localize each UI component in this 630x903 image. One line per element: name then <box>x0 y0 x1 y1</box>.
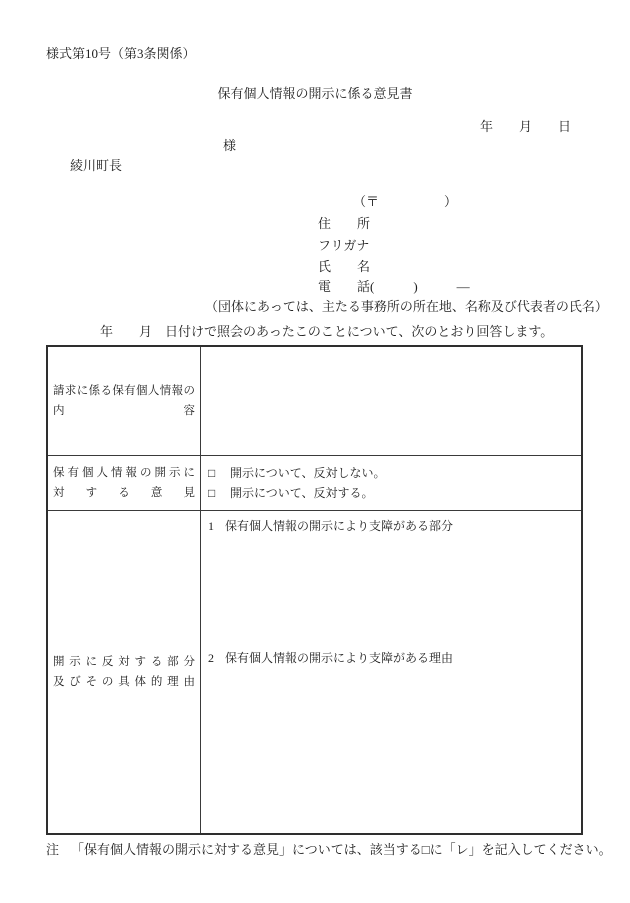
addressee-line <box>57 136 237 216</box>
row-label-line: 及びその具体的理由 <box>53 676 195 688</box>
row-label-objection-reason <box>48 511 201 833</box>
opinion-options-cell <box>201 456 581 510</box>
phone-label: 電 話( ) ― <box>318 279 470 294</box>
row-label-requested-info <box>48 347 201 455</box>
table-row-opinion <box>48 456 581 511</box>
row-label-opinion <box>48 456 201 510</box>
name-label: 氏 名 <box>318 259 371 274</box>
item-number: 2 <box>208 651 214 665</box>
footnote-text: 「保有個人情報の開示に対する意見」については、該当する□に「レ」を記入してください。 <box>71 842 612 857</box>
objection-reason-cell <box>201 511 581 833</box>
item-number: 1 <box>208 519 214 533</box>
row-label-line: 開示に反対する部分 <box>53 656 195 668</box>
item-text: 保有個人情報の開示により支障がある部分 <box>225 519 454 533</box>
row-label-line: 請求に係る保有個人情報の <box>53 385 195 397</box>
objection-item-reason <box>208 648 453 668</box>
requested-info-content-cell <box>201 347 581 455</box>
table-row-objection-reason <box>48 511 581 833</box>
footnote <box>46 840 612 860</box>
furigana-label: フリガナ <box>318 238 370 253</box>
option-label: 開示について、反対する。 <box>230 486 374 500</box>
addressee-name: 綾川町長 <box>70 158 123 173</box>
document-title: 保有個人情報の開示に係る意見書 <box>217 86 413 101</box>
table-row-requested-info <box>48 347 581 456</box>
row-label-line: 内容 <box>53 405 195 417</box>
row-label-line: 対する意見 <box>53 487 195 499</box>
footnote-prefix: 注 <box>46 842 60 857</box>
address-label: 住 所 <box>318 216 371 231</box>
option-objection[interactable] <box>208 483 581 503</box>
item-text: 保有個人情報の開示により支障がある理由 <box>225 651 454 665</box>
row-label-line: 保有個人情報の開示に <box>53 467 195 479</box>
organization-note: （団体にあっては、主たる事務所の所在地、名称及び代表者の氏名） <box>205 299 608 314</box>
form-number: 様式第10号（第3条関係） <box>46 46 196 61</box>
checkbox-icon[interactable]: □ <box>208 466 216 480</box>
intro-sentence: 年 月 日付けで照会のあったこのことについて、次のとおり回答します。 <box>100 324 554 339</box>
addressee-honorific: 様 <box>223 138 237 153</box>
opinion-form-table <box>46 345 583 835</box>
option-no-objection[interactable] <box>208 463 581 483</box>
postal-code-field: （〒 ） <box>353 194 458 209</box>
objection-item-part <box>208 516 453 536</box>
date-line: 年 月 日 <box>480 119 572 134</box>
option-label: 開示について、反対しない。 <box>230 466 386 480</box>
checkbox-icon[interactable]: □ <box>208 486 216 500</box>
